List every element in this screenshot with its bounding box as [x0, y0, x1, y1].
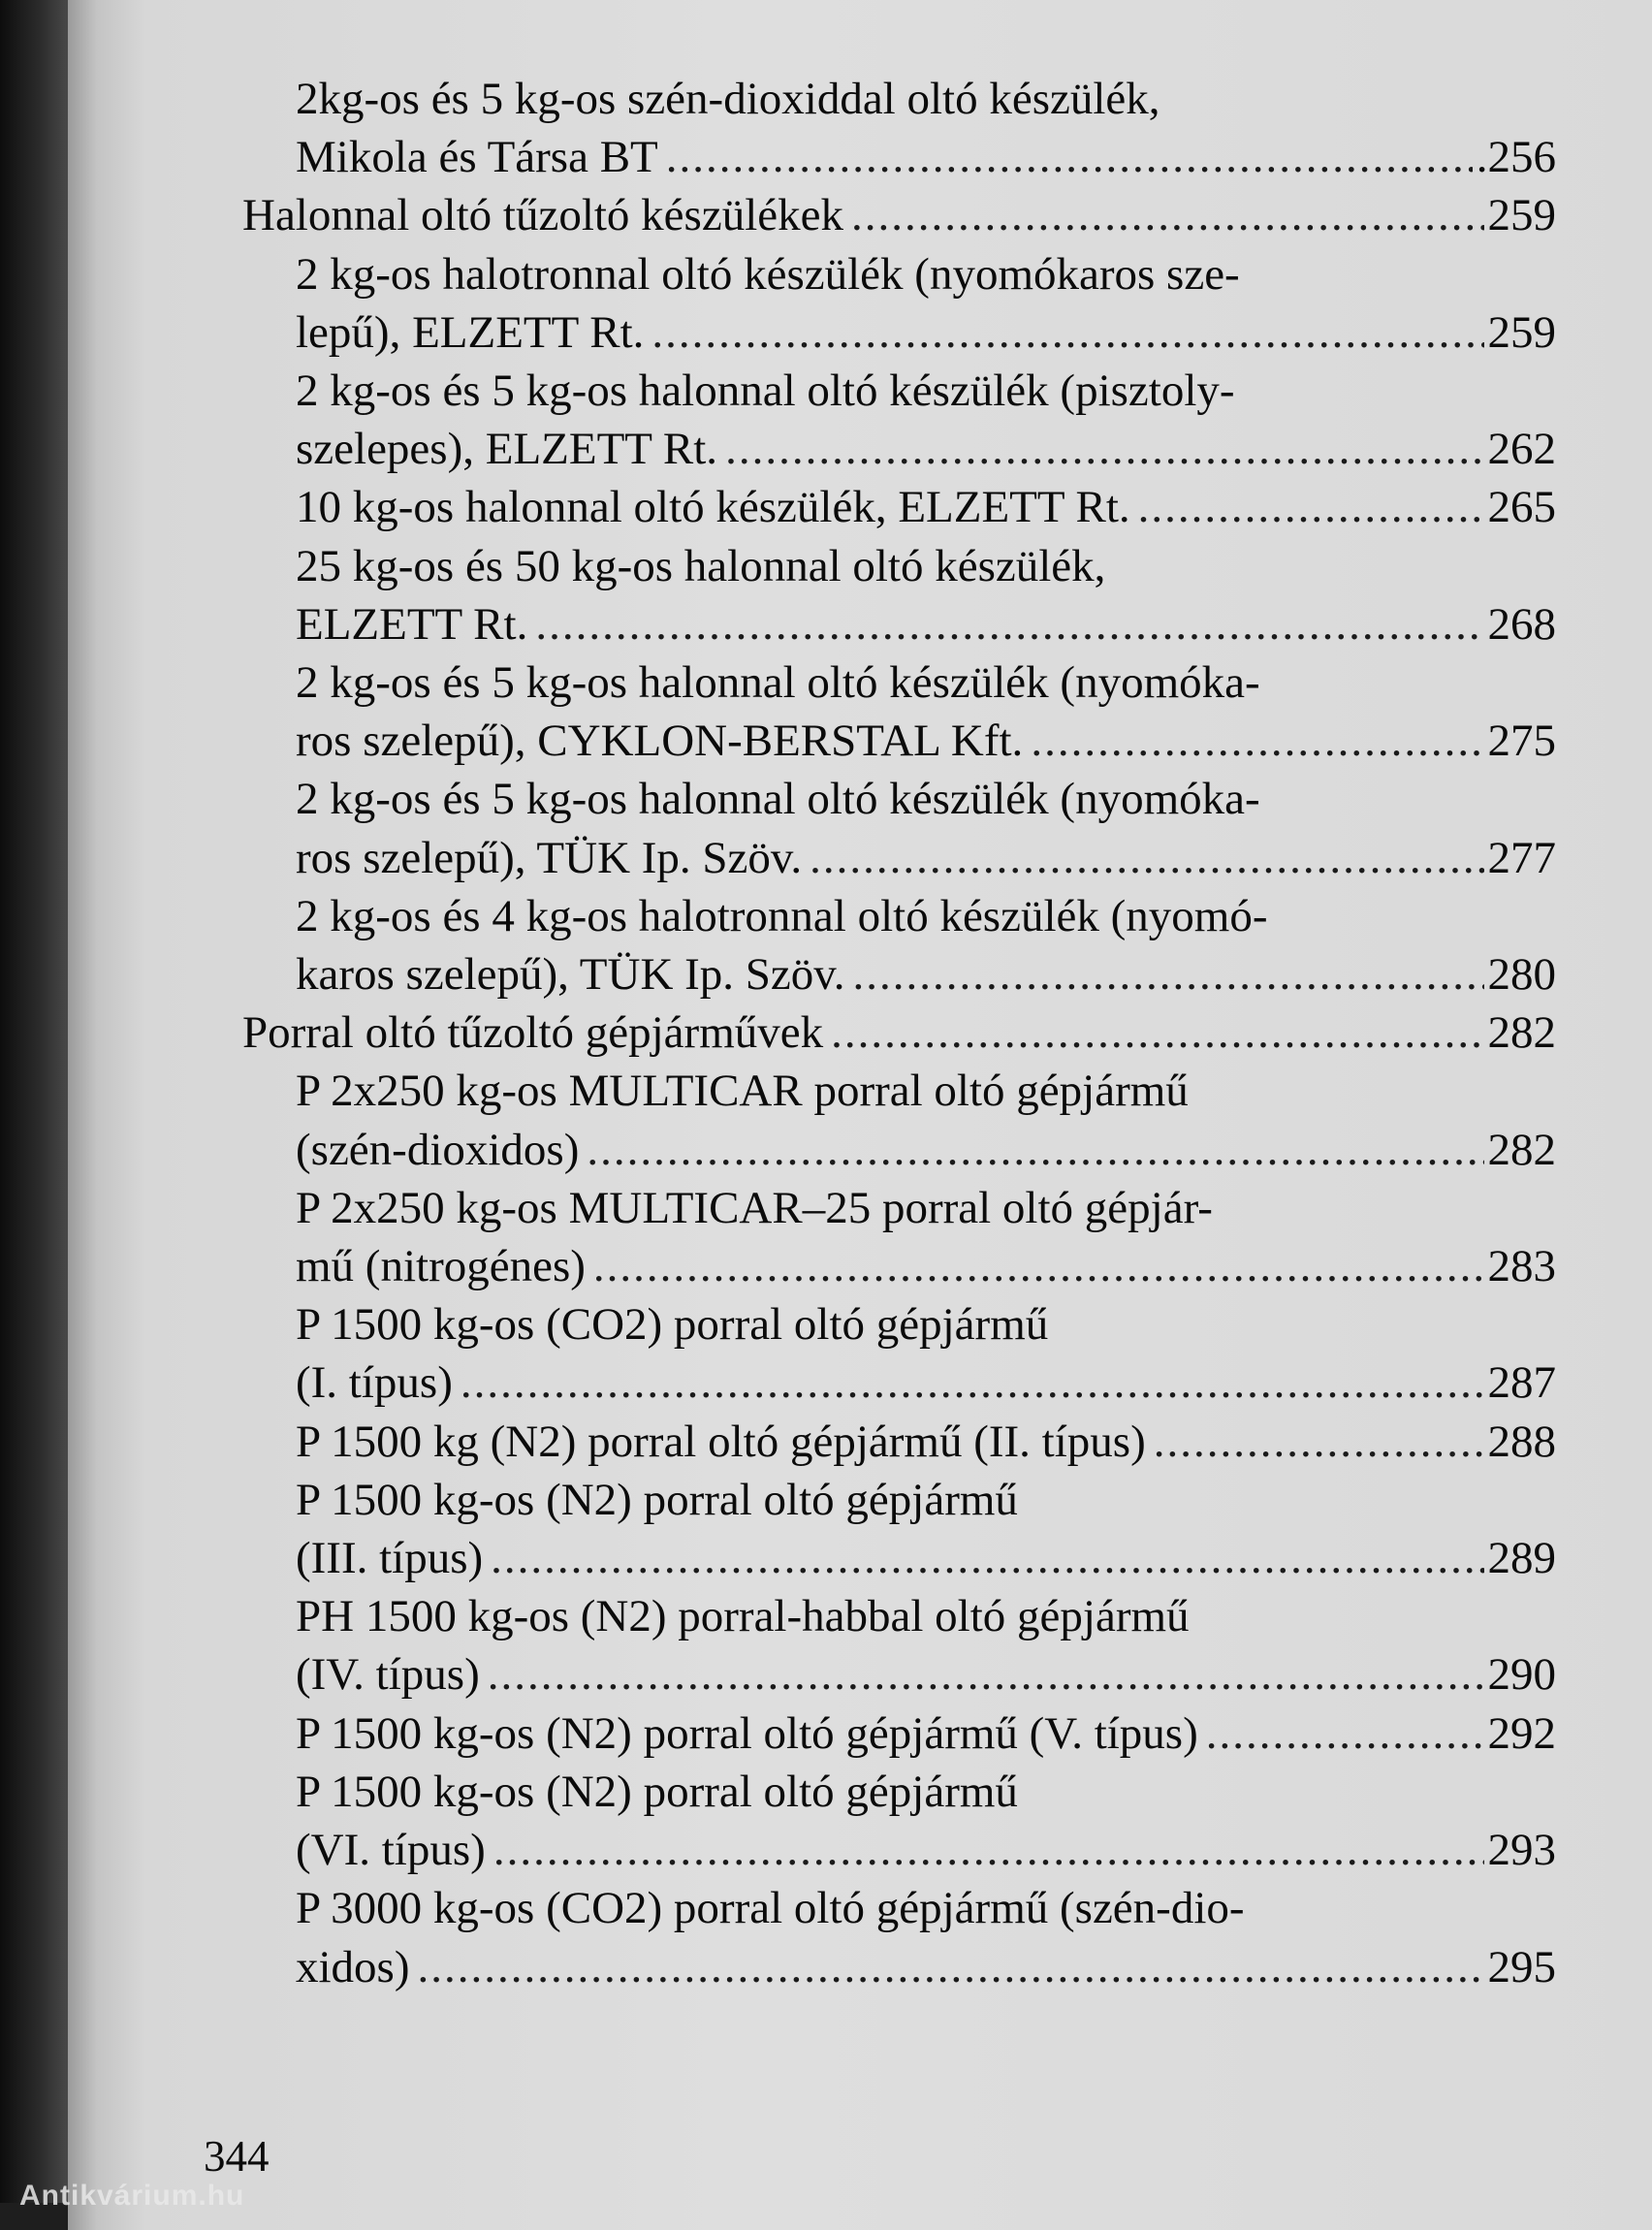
toc-entry-text: (I. típus)	[296, 1357, 453, 1409]
dot-leader	[725, 420, 1483, 478]
toc-entry-text: P 2x250 kg-os MULTICAR porral oltó gépjármű	[296, 1066, 1189, 1117]
toc-page-number: 275	[1487, 716, 1556, 767]
toc-page-number: 259	[1487, 306, 1556, 358]
toc-entry-text: P 1500 kg-os (CO2) porral oltó gépjármű	[296, 1299, 1049, 1351]
dot-leader	[852, 945, 1483, 1004]
toc-entry-text: 10 kg-os halonnal oltó készülék, ELZETT Rt.	[296, 482, 1130, 533]
toc-page-number: 293	[1487, 1825, 1556, 1876]
toc-entry-text: mű (nitrogénes)	[296, 1241, 586, 1292]
toc-page-number: 289	[1487, 1533, 1556, 1584]
toc-entry	[242, 653, 1556, 770]
toc-section-heading	[242, 1004, 1556, 1062]
toc-entry-text: 2 kg-os és 5 kg-os halonnal oltó készülék (nyomóka-	[296, 774, 1260, 825]
toc-page-number: 280	[1487, 949, 1556, 1001]
dot-leader	[593, 1237, 1484, 1295]
dot-leader	[1154, 1413, 1484, 1471]
dot-leader	[488, 1645, 1484, 1704]
toc-entry	[242, 478, 1556, 536]
toc-entry-text: xidos)	[296, 1941, 410, 1992]
dot-leader	[418, 1938, 1484, 1996]
toc-entry-text: 2kg-os és 5 kg-os szén-dioxiddal oltó készülék,	[296, 74, 1160, 124]
toc-page-number: 282	[1487, 1007, 1556, 1059]
dot-leader	[831, 1004, 1483, 1062]
dot-leader	[1031, 712, 1483, 770]
dot-leader	[461, 1354, 1484, 1412]
toc-entry-text: (IV. típus)	[296, 1649, 480, 1701]
toc-entry	[242, 1413, 1556, 1471]
toc-entry	[242, 537, 1556, 653]
toc-entry-text: 2 kg-os és 4 kg-os halotronnal oltó készülék (nyomó-	[296, 890, 1268, 941]
toc-page-number: 290	[1487, 1649, 1556, 1701]
toc-entry-text: PH 1500 kg-os (N2) porral-habbal oltó gépjármű	[296, 1591, 1190, 1642]
toc-entry-text: Porral oltó tűzoltó gépjárművek	[242, 1007, 824, 1059]
toc-entry	[242, 1763, 1556, 1879]
toc-page-number: 277	[1487, 832, 1556, 883]
toc-entry-text: karos szelepű), TÜK Ip. Szöv.	[296, 949, 845, 1001]
dot-leader	[666, 128, 1473, 186]
toc-entry-text: lepű), ELZETT Rt.	[296, 306, 645, 358]
toc-entry	[242, 1062, 1556, 1178]
toc-entry-text: (szén-dioxidos)	[296, 1124, 580, 1175]
dot-leader	[587, 1121, 1483, 1179]
toc-entry-text: P 1500 kg (N2) porral oltó gépjármű (II. típus)	[296, 1416, 1146, 1467]
toc-entry-text: (VI. típus)	[296, 1825, 486, 1876]
toc-entry	[242, 1879, 1556, 1995]
toc-entry-text: ELZETT Rt.	[296, 598, 528, 650]
dot-leader	[1138, 478, 1484, 536]
dot-leader	[851, 186, 1484, 244]
toc-entry-text: 2 kg-os és 5 kg-os halonnal oltó készülék (pisztoly-	[296, 366, 1235, 417]
toc-entry	[242, 887, 1556, 1004]
toc-page-number: 283	[1487, 1241, 1556, 1292]
toc-entry	[242, 362, 1556, 478]
toc-entry-text: 2 kg-os halotronnal oltó készülék (nyomókaros sze-	[296, 248, 1240, 300]
toc-entry	[242, 1704, 1556, 1763]
toc-entry-text: P 3000 kg-os (CO2) porral oltó gépjármű (szén-dio-	[296, 1883, 1245, 1934]
dot-leader	[491, 1529, 1483, 1587]
watermark: Antikvárium.hu	[19, 2180, 245, 2212]
toc-entry	[242, 770, 1556, 886]
toc-entry-text: (III. típus)	[296, 1533, 484, 1584]
toc-entry-text: Mikola és Társa BT	[296, 132, 658, 183]
toc-entry-text: P 1500 kg-os (N2) porral oltó gépjármű	[296, 1474, 1018, 1525]
dot-leader	[493, 1821, 1484, 1879]
dot-leader	[535, 595, 1483, 653]
dot-leader	[651, 303, 1483, 362]
dot-leader	[1206, 1704, 1484, 1763]
toc-page-number: 295	[1487, 1941, 1556, 1992]
toc-page-number: 282	[1487, 1124, 1556, 1175]
page-number: 344	[204, 2132, 270, 2181]
dot-leader	[810, 829, 1483, 887]
toc-entry-text: ros szelepű), TÜK Ip. Szöv.	[296, 832, 803, 883]
toc-entry	[242, 1471, 1556, 1587]
toc-entry	[242, 70, 1556, 186]
toc-page-number: 268	[1487, 598, 1556, 650]
toc-entry-text: Halonnal oltó tűzoltó készülékek	[242, 190, 843, 241]
toc-page-number: 287	[1487, 1357, 1556, 1409]
toc-page-number: 288	[1487, 1416, 1556, 1467]
toc-entry	[242, 1179, 1556, 1295]
toc-entry-text: ros szelepű), CYKLON-BERSTAL Kft.	[296, 716, 1024, 767]
toc-page-number: 292	[1487, 1707, 1556, 1759]
toc-entry-text: P 1500 kg-os (N2) porral oltó gépjármű	[296, 1766, 1018, 1817]
toc-page-number: .256	[1476, 132, 1556, 183]
toc-entry-text: 2 kg-os és 5 kg-os halonnal oltó készülék (nyomóka-	[296, 657, 1260, 709]
toc-page-number: 265	[1487, 482, 1556, 533]
toc-page-number: 262	[1487, 424, 1556, 475]
toc-section-heading	[242, 186, 1556, 244]
toc-entry-text: P 1500 kg-os (N2) porral oltó gépjármű (V. típus)	[296, 1707, 1198, 1759]
toc-entry-text: 25 kg-os és 50 kg-os halonnal oltó készülék,	[296, 540, 1106, 591]
toc-page-number: 259	[1487, 190, 1556, 241]
toc-entry	[242, 245, 1556, 362]
toc-entry	[242, 1295, 1556, 1412]
toc-entry-text: szelepes), ELZETT Rt.	[296, 424, 718, 475]
toc-entry-text: P 2x250 kg-os MULTICAR–25 porral oltó gépjár-	[296, 1182, 1213, 1233]
toc-entry	[242, 1587, 1556, 1704]
table-of-contents	[242, 70, 1556, 1996]
